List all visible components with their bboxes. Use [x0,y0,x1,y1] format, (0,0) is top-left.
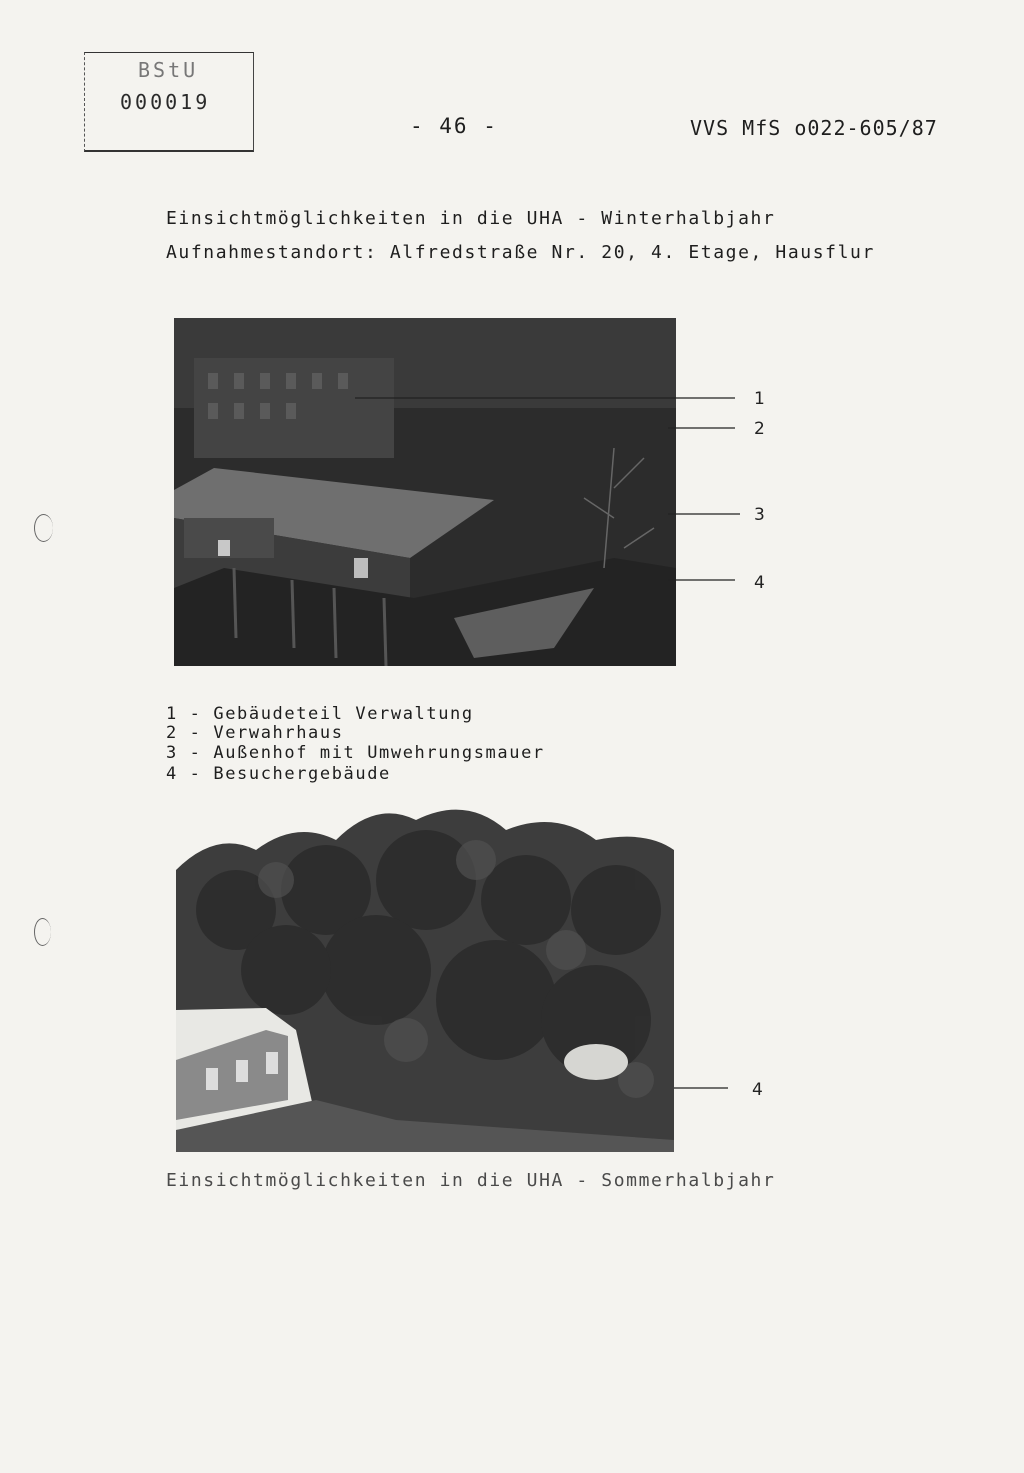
marker-2: 2 [754,419,765,439]
legend-item: 4 - Besuchergebäude [166,764,391,784]
photo-location: Aufnahmestandort: Alfredstraße Nr. 20, 4. Etage, Hausflur [166,242,875,263]
photo-title: Einsichtmöglichkeiten in die UHA - Winterhalbjahr [166,208,776,229]
page-number: - 46 - [410,114,498,138]
legend-item: 2 - Verwahrhaus [166,723,344,743]
legend-item: 3 - Außenhof mit Umwehrungsmauer [166,743,545,763]
stamp-number: 000019 [120,90,211,114]
marker-4-summer: 4 [752,1080,763,1100]
margin-mark [34,514,53,542]
stamp-archive-label: BStU [138,58,199,82]
legend-item: 1 - Gebäudeteil Verwaltung [166,704,474,724]
margin-mark [34,918,51,946]
marker-4: 4 [754,573,765,593]
summer-photo [176,800,674,1152]
summer-photo-image [176,800,674,1152]
marker-3: 3 [754,505,765,525]
marker-1: 1 [754,389,765,409]
summer-caption: Einsichtmöglichkeiten in die UHA - Sommerhalbjahr [166,1170,776,1191]
document-reference: VVS MfS o022-605/87 [690,116,938,140]
